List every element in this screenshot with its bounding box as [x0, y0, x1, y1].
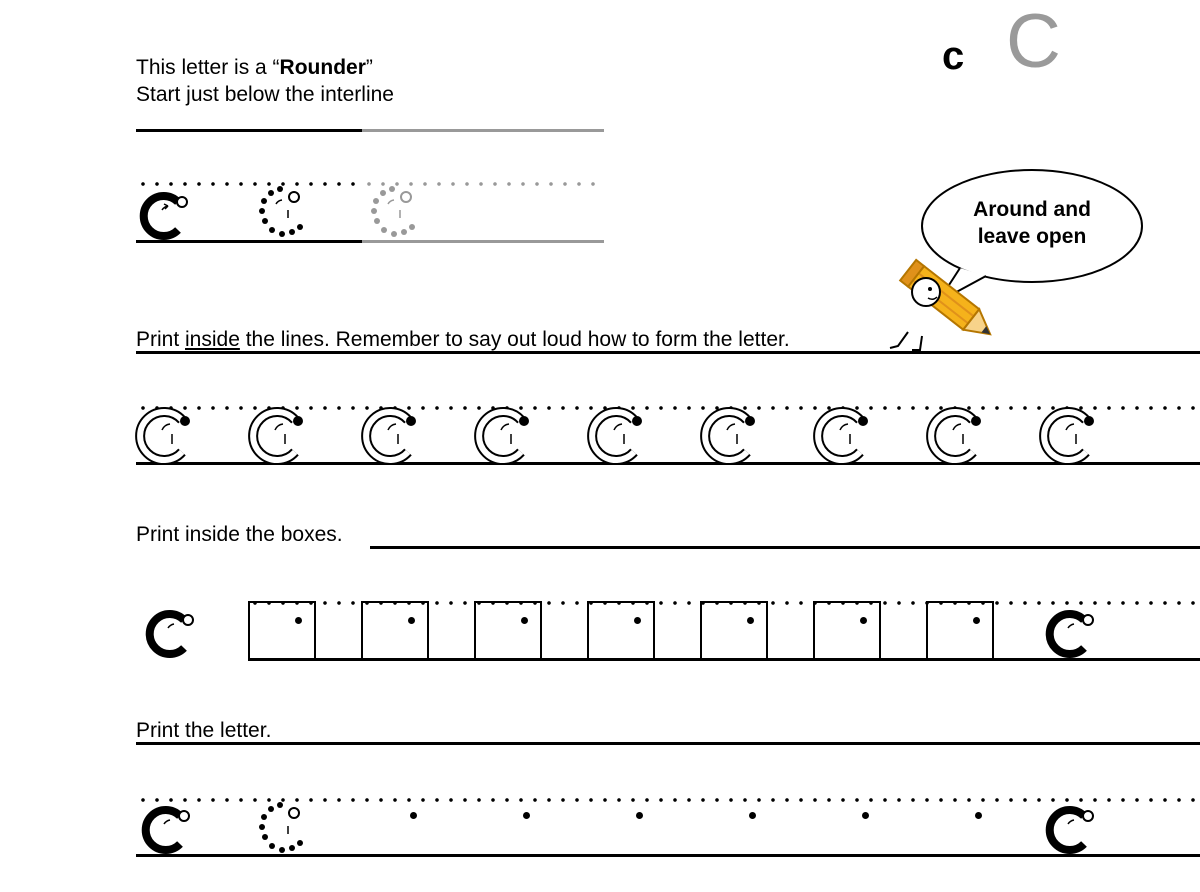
traced-c-outline-icon [816, 406, 876, 466]
boxes-top-line [370, 546, 1200, 549]
practice-box[interactable] [474, 601, 542, 660]
intro-line-2: Start just below the interline [136, 83, 394, 106]
letter-c-guide-icon [142, 804, 192, 854]
bubble-line-1: Around and [973, 198, 1091, 221]
practice-box[interactable] [248, 601, 316, 660]
lines-top-line [136, 351, 1200, 354]
demo-top-line-black [136, 129, 362, 132]
bubble-line-2: leave open [977, 225, 1087, 248]
practice-box[interactable] [926, 601, 994, 660]
intro-bold-word: Rounder [279, 56, 366, 79]
dotted-c-guide-icon [254, 184, 310, 244]
traced-c-outline-icon [364, 406, 424, 466]
intro-prefix: This letter is a “ [136, 56, 280, 79]
start-dot-icon [295, 617, 302, 624]
letter-c-guide-icon [146, 608, 196, 658]
traced-c-outline-icon [138, 406, 198, 466]
header-letter-upper: C [1006, 0, 1061, 84]
intro-line-1 [136, 54, 373, 81]
dotted-c-guide-gray-icon [366, 184, 422, 244]
traced-c-outline-icon [1042, 406, 1102, 466]
start-dot-icon [523, 812, 530, 819]
start-dot-icon [973, 617, 980, 624]
section-lines-instruction [136, 326, 790, 353]
start-dot-icon [410, 812, 417, 819]
section-letter-instruction: Print the letter. [136, 719, 272, 742]
start-dot-icon [747, 617, 754, 624]
start-dot-icon [521, 617, 528, 624]
section-lines-prefix: Print [136, 328, 186, 351]
section-lines-underlined: inside [185, 328, 240, 351]
demo-dotted-interline [136, 182, 362, 186]
dotted-c-guide-icon [254, 800, 310, 860]
start-dot-icon [860, 617, 867, 624]
start-dot-icon [749, 812, 756, 819]
letter-c-guide-icon [1046, 608, 1096, 658]
demo-top-line-gray [362, 129, 604, 132]
demo-baseline-black [136, 240, 362, 243]
practice-box[interactable] [700, 601, 768, 660]
start-dot-icon [862, 812, 869, 819]
practice-box[interactable] [587, 601, 655, 660]
letter-c-guide-icon [140, 190, 190, 240]
section-lines-suffix: the lines. Remember to say out loud how to form the letter. [239, 328, 790, 351]
letter-c-guide-icon [1046, 804, 1096, 854]
traced-c-outline-icon [251, 406, 311, 466]
start-dot-icon [634, 617, 641, 624]
pencil-mascot-icon [878, 262, 998, 358]
start-dot-icon [975, 812, 982, 819]
practice-box[interactable] [361, 601, 429, 660]
header-letter-lower: c [942, 34, 965, 78]
start-dot-icon [636, 812, 643, 819]
intro-suffix: ” [365, 56, 373, 79]
letter-top-line [136, 742, 1200, 745]
traced-c-outline-icon [590, 406, 650, 466]
traced-c-outline-icon [477, 406, 537, 466]
traced-c-outline-icon [703, 406, 763, 466]
start-dot-icon [408, 617, 415, 624]
traced-c-outline-icon [929, 406, 989, 466]
practice-box[interactable] [813, 601, 881, 660]
section-boxes-instruction: Print inside the boxes. [136, 523, 343, 546]
